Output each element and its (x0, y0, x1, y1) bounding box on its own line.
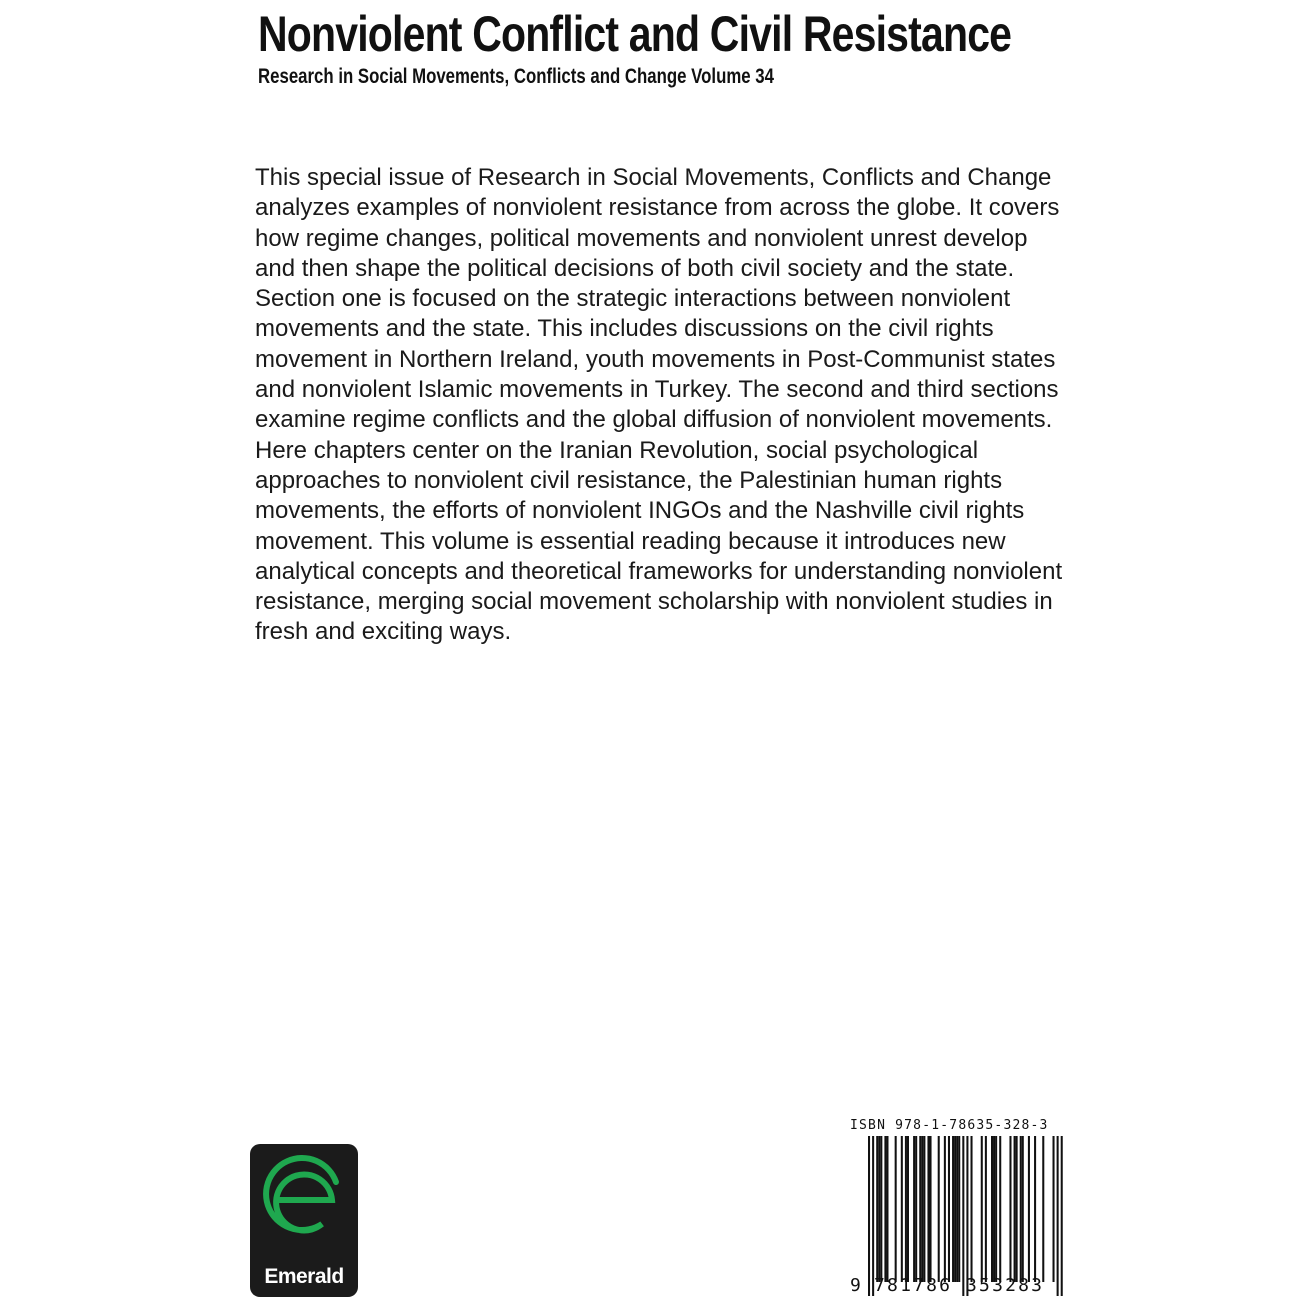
barcode-bar (901, 1136, 903, 1282)
barcode-bar (1009, 1136, 1011, 1282)
barcode-bar (1034, 1136, 1036, 1282)
barcode-bar (971, 1136, 973, 1282)
barcode-bar (886, 1136, 888, 1282)
barcode-bar (993, 1136, 995, 1282)
barcode-bar (880, 1136, 882, 1282)
barcode-bar (995, 1136, 997, 1282)
barcode-bar (923, 1136, 925, 1282)
barcode-bar (999, 1136, 1001, 1282)
barcode-bar (985, 1136, 987, 1282)
barcode-bar (1053, 1136, 1055, 1282)
isbn-barcode-block (846, 1118, 1064, 1298)
barcode-bar (868, 1136, 870, 1296)
book-description: This special issue of Research in Social Movements, Conflicts and Change analyzes examples of nonviolent resistance from across the globe. It covers how regime changes, political movements and nonviolent unrest develop and then shape the political decisions of both civil society and the state. Section one is focused on the strategic interactions between nonviolent movements and the state. This includes discussions on the civil rights movement in Northern Ireland, youth movements in Post-Communist states and nonviolent Islamic movements in Turkey. The second and third sections examine regime conflicts and the global diffusion of nonviolent movements. Here chapters center on the Iranian Revolution, social psychological approaches to nonviolent civil resistance, the Palestinian human rights movements, the efforts of nonviolent INGOs and the Nashville civil rights movement. This volume is essential reading because it introduces new analytical concepts and theoretical frameworks for understanding nonviolent resistance, merging social movement scholarship with nonviolent studies in fresh and exciting ways. (255, 164, 1063, 646)
barcode-bar (962, 1136, 964, 1296)
barcode-bar (966, 1136, 968, 1296)
barcode-bar (1042, 1136, 1044, 1282)
barcode-bar (930, 1136, 932, 1282)
barcode-icon (846, 1136, 1064, 1296)
barcode-bar (913, 1136, 915, 1282)
barcode-bar (907, 1136, 909, 1282)
barcode-bar (1016, 1136, 1018, 1282)
barcode-bar (981, 1136, 983, 1282)
barcode-bar (919, 1136, 921, 1282)
barcode-left-digits: 781786 (874, 1275, 953, 1296)
barcode-bar (878, 1136, 880, 1282)
barcode-bar (954, 1136, 956, 1282)
barcode-bar (905, 1136, 907, 1282)
barcode-bar (1061, 1136, 1063, 1296)
emerald-e-logo-icon (254, 1152, 354, 1264)
barcode-bar (876, 1136, 878, 1282)
publisher-logo (250, 1144, 358, 1297)
barcode-bar (884, 1136, 886, 1282)
barcode-bar (1022, 1136, 1024, 1282)
barcode-bar (991, 1136, 993, 1282)
publisher-name: Emerald (264, 1265, 344, 1288)
series-subtitle: Research in Social Movements, Conflicts and Change Volume 34 (258, 65, 774, 88)
barcode-bar (895, 1136, 897, 1282)
barcode-bar (915, 1136, 917, 1282)
barcode-bar (956, 1136, 958, 1282)
barcode-bar (1057, 1136, 1059, 1296)
isbn-label: ISBN 978-1-78635-328-3 (850, 1118, 1049, 1133)
barcode-bar (1028, 1136, 1030, 1282)
book-title: Nonviolent Conflict and Civil Resistance (258, 6, 1012, 62)
barcode-bar (927, 1136, 929, 1282)
barcode-bar (872, 1136, 874, 1296)
barcode-bar (1020, 1136, 1022, 1282)
barcode-bar (921, 1136, 923, 1282)
barcode-right-digits: 353283 (966, 1275, 1045, 1296)
barcode-bar (938, 1136, 940, 1282)
barcode-bar (944, 1136, 946, 1282)
barcode-bar (1014, 1136, 1016, 1282)
barcode-first-digit: 9 (850, 1275, 861, 1296)
barcode-bar (948, 1136, 950, 1282)
barcode-bar (952, 1136, 954, 1282)
barcode-bar (958, 1136, 960, 1282)
